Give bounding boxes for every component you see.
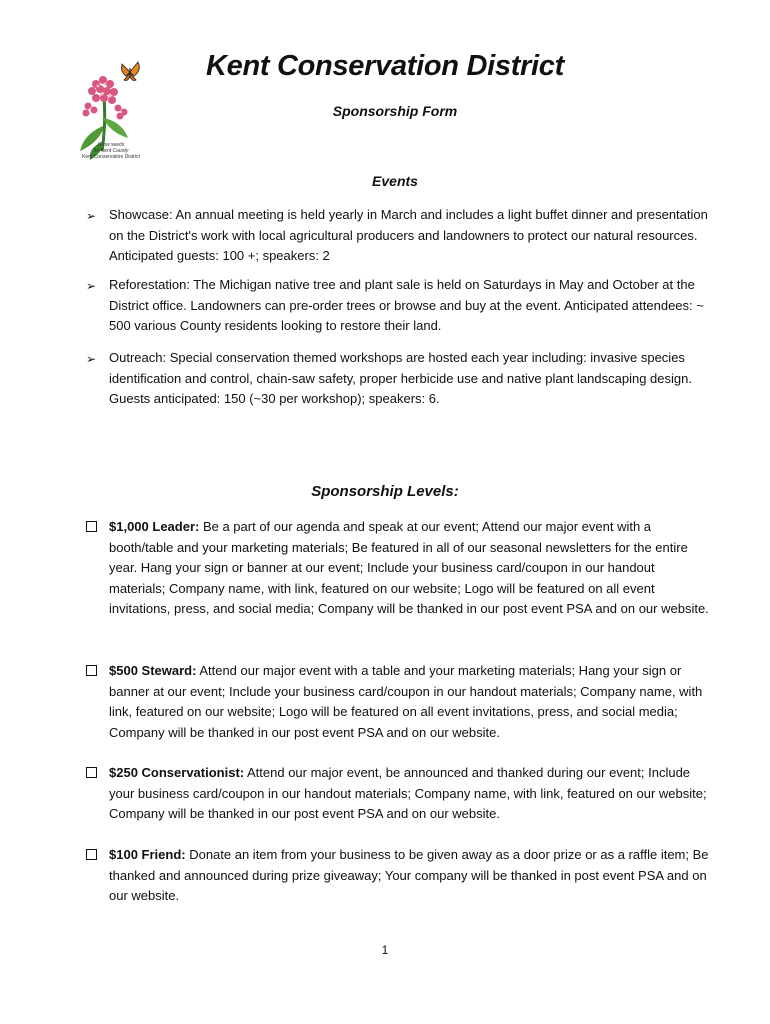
bullet-arrow-icon: ➢ (86, 209, 97, 223)
level-item-conservationist (109, 763, 709, 825)
logo-caption-line1: Grow seeds (97, 142, 125, 148)
level-item-steward (109, 661, 709, 743)
events-heading: Events (372, 173, 418, 189)
level-description: Attend our major event, be announced and thanked during our event; Include your business card/coupon in our handout materials; Company name, with link, featured on our website; Company will be thanked in our post event PSA and on our website. (109, 765, 707, 821)
friend-checkbox[interactable] (86, 849, 97, 860)
bullet-arrow-icon: ➢ (86, 352, 97, 366)
bullet-arrow-icon: ➢ (86, 279, 97, 293)
event-item-showcase: Showcase: An annual meeting is held yearly in March and includes a light buffet dinner and presentation on the District's work with local agricultural producers and landowners to protect our natural resources. Anticipated guests: 100 +; speakers: 2 (109, 207, 708, 263)
document-subtitle: Sponsorship Form (332, 103, 458, 119)
event-item-outreach: Outreach: Special conservation themed workshops are hosted each year including: invasive species identification and control, chain-saw safety, proper herbicide use and native plant landscaping design. Guests anticipated: 150 (~30 per workshop); speakers: 6. (109, 350, 692, 406)
level-label: $1,000 Leader: (109, 519, 200, 534)
steward-checkbox[interactable] (86, 665, 97, 676)
level-description: Donate an item from your business to be given away as a door prize or as a raffle item; Be thanked and announced during prize giveaway; Your company will be thanked in post event PSA and on our website. (109, 847, 709, 903)
level-item-leader (109, 517, 709, 620)
page-number: 1 (381, 943, 389, 957)
sponsorship-levels-heading: Sponsorship Levels: (311, 483, 459, 500)
level-description: Attend our major event with a table and your marketing materials; Hang your sign or banner at our event; Include your business card/coupon in our handout materials; Company name, with link, featured on our website; Logo will be featured on all event invitations, press, and social media; Company will be thanked in our post event PSA and on our website. (109, 663, 703, 740)
level-label: $500 Steward: (109, 663, 197, 678)
document-title: Kent Conservation District (206, 50, 564, 82)
logo-caption-org: Kent Conservation District (82, 154, 140, 160)
logo-caption-line2: for Kent County (93, 148, 129, 154)
leader-checkbox[interactable] (86, 521, 97, 532)
level-item-friend (109, 845, 709, 907)
level-label: $100 Friend: (109, 847, 186, 862)
conservationist-checkbox[interactable] (86, 767, 97, 778)
level-description: Be a part of our agenda and speak at our event; Attend our major event with a booth/table and your marketing materials; Be featured in all of our seasonal newsletters for the entire year. Hang your sign or banner at our event; Include your business card/coupon in our handout materials; Company name, with link, featured on our website; Logo will be featured on all event invitations, press, and social media; Company will be thanked in our post event PSA and on our website. (109, 519, 709, 616)
logo-caption (76, 142, 146, 160)
event-item-reforestation: Reforestation: The Michigan native tree and plant sale is held on Saturdays in May and October at the District office. Landowners can pre-order trees or browse and buy at the event. Anticipated attendees: ~ 500 various County residents looking to restore their land. (109, 277, 704, 333)
level-label: $250 Conservationist: (109, 765, 245, 780)
